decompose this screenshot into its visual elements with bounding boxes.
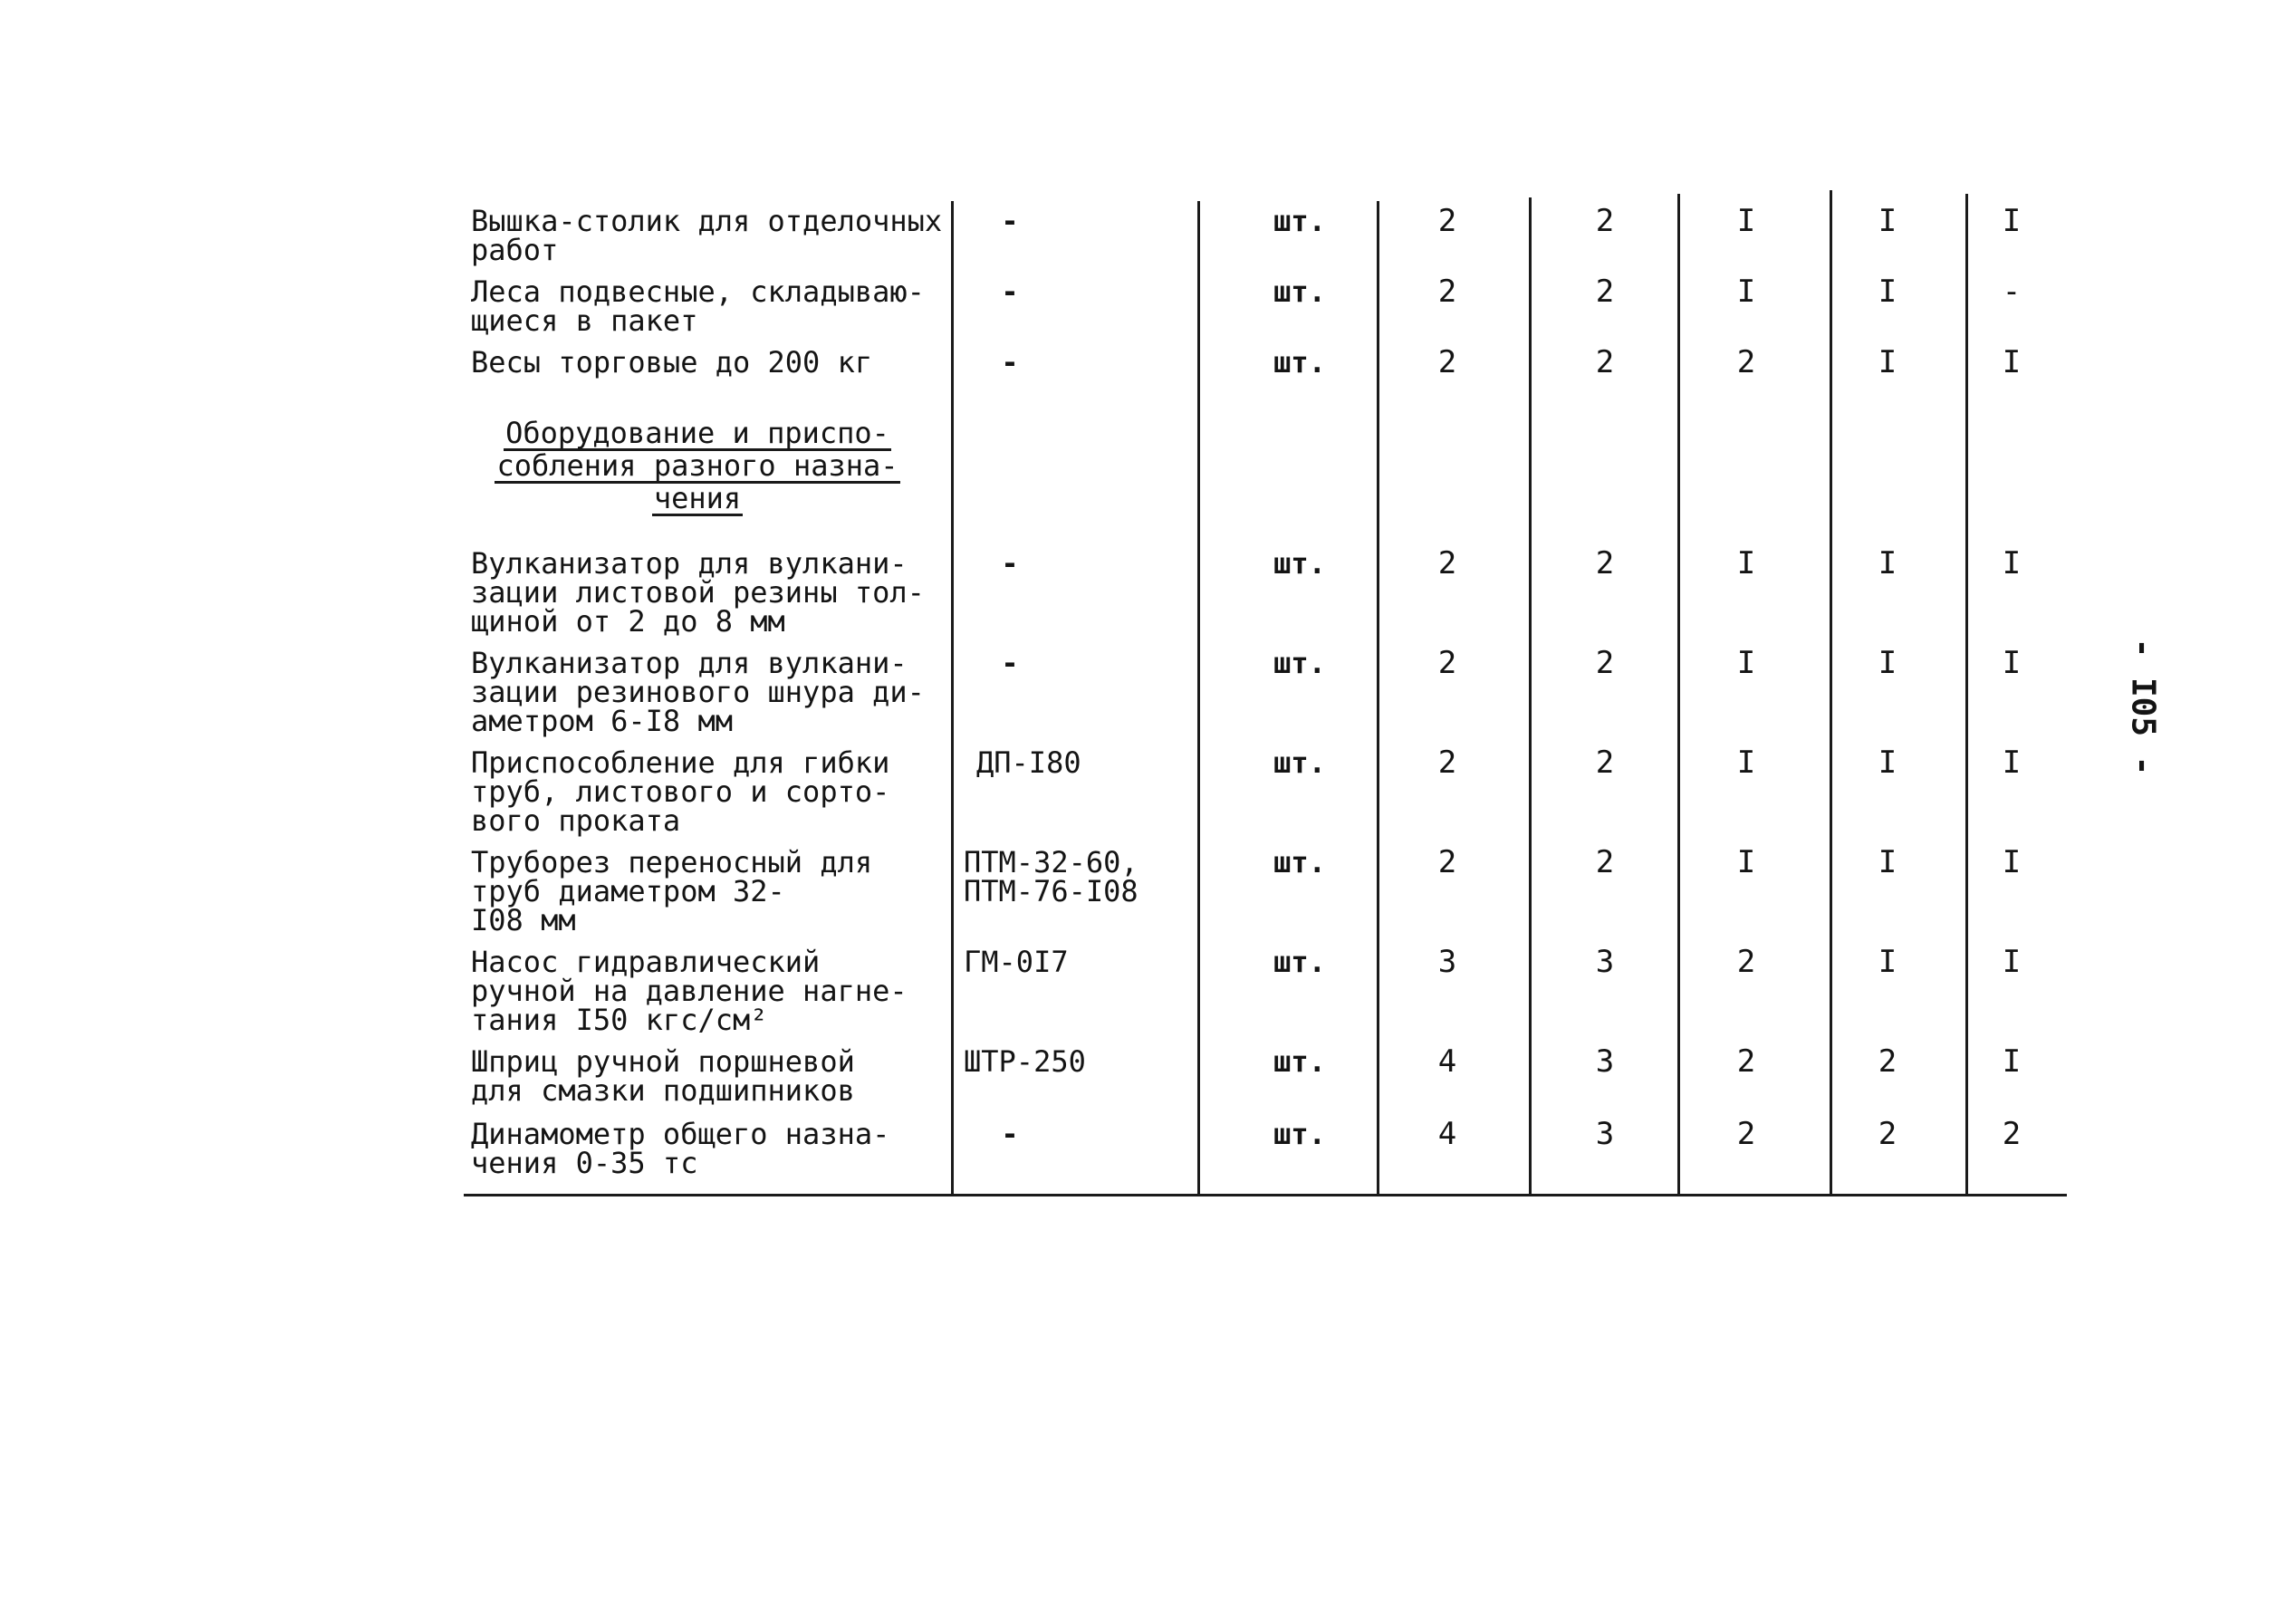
item-unit: шт. (1273, 646, 1326, 680)
item-model: - (1001, 274, 1019, 309)
item-value: I (1878, 545, 1897, 581)
item-value: 2 (1437, 274, 1457, 310)
item-value: - (2002, 274, 2022, 310)
item-value: I (2002, 844, 2022, 880)
item-value: 2 (1878, 1116, 1897, 1152)
item-value: 2 (1736, 344, 1756, 380)
item-value: I (1878, 645, 1897, 681)
item-model: - (1001, 546, 1019, 581)
column-rule (1677, 194, 1680, 1196)
item-model: ДП-I80 (976, 745, 1081, 780)
item-value: 3 (1595, 944, 1615, 980)
item-value: I (2002, 1043, 2022, 1080)
item-unit: шт. (1273, 274, 1326, 309)
section-heading (489, 418, 906, 516)
section-heading-line: собления разного назна- (496, 448, 898, 483)
item-value: I (1736, 745, 1756, 781)
item-value: 2 (1736, 944, 1756, 980)
item-value: 3 (1595, 1116, 1615, 1152)
item-value: 2 (1437, 745, 1457, 781)
item-unit: шт. (1273, 1117, 1326, 1151)
item-name: Весы торговые до 200 кг (471, 345, 873, 380)
item-name: Труборез переносный для труб диаметром 32- I08 мм (471, 845, 873, 937)
item-value: I (2002, 645, 2022, 681)
item-model: - (1001, 1117, 1019, 1151)
item-value: I (2002, 545, 2022, 581)
item-value: I (1878, 344, 1897, 380)
item-value: I (1878, 745, 1897, 781)
item-name: Динамометр общего назна- чения 0-35 тс (471, 1117, 890, 1180)
item-unit: шт. (1273, 546, 1326, 581)
column-rule (1377, 201, 1379, 1196)
item-name: Шприц ручной поршневой для смазки подшипников (471, 1044, 855, 1108)
item-value: 3 (1595, 1043, 1615, 1080)
item-value: 4 (1437, 1116, 1457, 1152)
item-unit: шт. (1273, 345, 1326, 380)
item-value: I (1736, 844, 1756, 880)
item-unit: шт. (1273, 1044, 1326, 1079)
item-value: I (1878, 944, 1897, 980)
item-value: I (1736, 274, 1756, 310)
item-model: ШТР-250 (964, 1044, 1086, 1079)
item-value: 3 (1437, 944, 1457, 980)
item-value: I (1878, 844, 1897, 880)
item-value: 2 (1595, 844, 1615, 880)
item-unit: шт. (1273, 945, 1326, 979)
item-value: 2 (1595, 545, 1615, 581)
item-value: 2 (1736, 1116, 1756, 1152)
item-value: I (1736, 645, 1756, 681)
item-name: Насос гидравлический ручной на давление нагне- тания I50 кгс/см² (471, 945, 908, 1037)
item-value: 2 (1736, 1043, 1756, 1080)
item-value: 2 (1595, 274, 1615, 310)
item-name: Вулканизатор для вулкани- зации листовой резины тол- щиной от 2 до 8 мм (471, 546, 925, 639)
item-value: I (1878, 274, 1897, 310)
item-value: I (2002, 944, 2022, 980)
item-value: I (1736, 545, 1756, 581)
column-rule (1965, 194, 1968, 1196)
item-model: ГМ-0I7 (964, 945, 1069, 979)
item-model: - (1001, 345, 1019, 380)
item-value: 2 (1437, 344, 1457, 380)
item-value: 2 (1437, 844, 1457, 880)
item-value: I (2002, 203, 2022, 239)
item-value: 2 (2002, 1116, 2022, 1152)
item-model: - (1001, 646, 1019, 680)
item-name: Приспособление для гибки труб, листового и сорто- вого проката (471, 745, 890, 838)
item-unit: шт. (1273, 845, 1326, 879)
item-value: 2 (1437, 645, 1457, 681)
column-rule (1830, 190, 1832, 1196)
item-name: Вышка-столик для отделочных работ (471, 204, 943, 267)
item-value: 2 (1595, 203, 1615, 239)
item-value: I (2002, 745, 2022, 781)
section-heading-line: Оборудование и приспо- (505, 416, 889, 450)
item-model: - (1001, 204, 1019, 238)
item-value: 2 (1595, 645, 1615, 681)
item-value: I (1736, 203, 1756, 239)
item-name: Вулканизатор для вулкани- зации резинового шнура ди- аметром 6-I8 мм (471, 646, 925, 738)
item-value: I (1878, 203, 1897, 239)
item-unit: шт. (1273, 204, 1326, 238)
column-rule (1529, 197, 1532, 1196)
table-bottom-rule (464, 1194, 2067, 1196)
item-value: 2 (1437, 545, 1457, 581)
item-value: 2 (1878, 1043, 1897, 1080)
section-heading-line: чения (653, 481, 742, 515)
item-value: 4 (1437, 1043, 1457, 1080)
item-value: I (2002, 344, 2022, 380)
item-name: Леса подвесные, складываю- щиеся в пакет (471, 274, 925, 338)
item-unit: шт. (1273, 745, 1326, 780)
page-number: - I05 - (2124, 638, 2162, 776)
item-model: ПТМ-32-60, ПТМ-76-I08 (964, 845, 1138, 908)
item-value: 2 (1595, 745, 1615, 781)
item-value: 2 (1595, 344, 1615, 380)
item-value: 2 (1437, 203, 1457, 239)
